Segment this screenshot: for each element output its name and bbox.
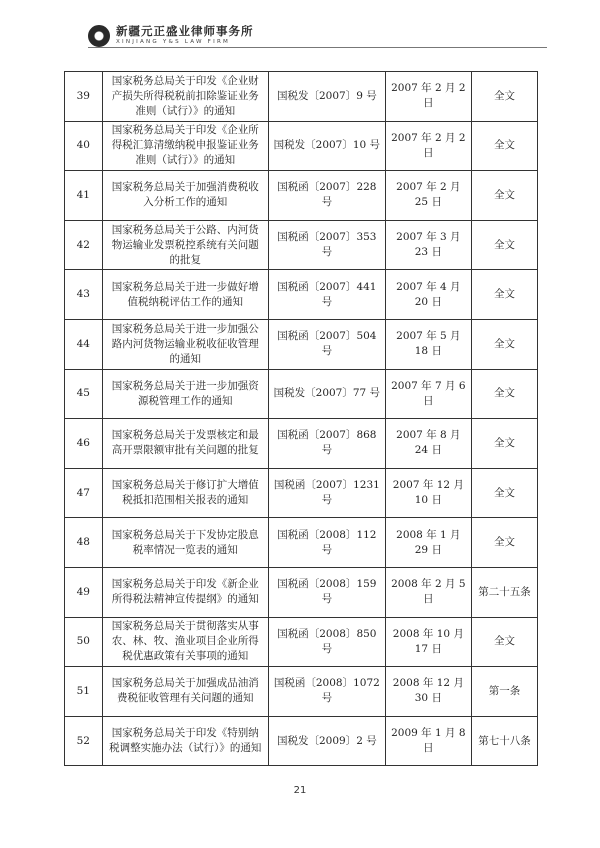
- table-row: [65, 121, 538, 171]
- applicable-scope: 全文: [471, 468, 537, 518]
- document-number: 国税函〔2007〕228 号: [269, 171, 386, 221]
- document-number: 国税函〔2007〕353 号: [269, 220, 386, 270]
- document-title: 国家税务总局关于修订扩大增值税抵扣范围相关报表的通知: [102, 468, 268, 518]
- document-title: 国家税务总局关于印发《企业所得税汇算清缴纳税申报鉴证业务准则（试行）》的通知: [102, 121, 268, 171]
- document-title: 国家税务总局关于加强成品油消费税征收管理有关问题的通知: [102, 667, 268, 717]
- firm-brand: [116, 26, 254, 45]
- document-number: 国税函〔2008〕112 号: [269, 518, 386, 568]
- applicable-scope: 全文: [471, 220, 537, 270]
- document-title: 国家税务总局关于公路、内河货物运输业发票税控系统有关问题的批复: [102, 220, 268, 270]
- issue-date: 2007 年 2 月 2 日: [385, 72, 471, 122]
- table-row: [65, 667, 538, 717]
- issue-date: 2007 年 12 月 10 日: [385, 468, 471, 518]
- document-title: 国家税务总局关于印发《新企业所得税法精神宣传提纲》的通知: [102, 567, 268, 617]
- table-row: [65, 419, 538, 469]
- table-row: [65, 567, 538, 617]
- document-title: 国家税务总局关于进一步做好增值税纳税评估工作的通知: [102, 270, 268, 320]
- applicable-scope: 第一条: [471, 667, 537, 717]
- table-row: [65, 171, 538, 221]
- document-number: 国税函〔2008〕159 号: [269, 567, 386, 617]
- firm-name-cn: 新疆元正盛业律师事务所: [116, 24, 254, 39]
- applicable-scope: 全文: [471, 121, 537, 171]
- issue-date: 2007 年 8 月 24 日: [385, 419, 471, 469]
- applicable-scope: 全文: [471, 171, 537, 221]
- document-title: 国家税务总局关于印发《企业财产损失所得税税前扣除鉴证业务准则（试行）》的通知: [102, 72, 268, 122]
- document-title: 国家税务总局关于印发《特别纳税调整实施办法（试行）》的通知: [102, 716, 268, 766]
- issue-date: 2007 年 3 月 23 日: [385, 220, 471, 270]
- document-number: 国税函〔2008〕850 号: [269, 617, 386, 667]
- issue-date: 2008 年 10 月 17 日: [385, 617, 471, 667]
- page-number: 21: [293, 785, 307, 796]
- applicable-scope: 第二十五条: [471, 567, 537, 617]
- document-title: 国家税务总局关于进一步加强公路内河货物运输业税收征收管理的通知: [102, 319, 268, 369]
- issue-date: 2009 年 1 月 8 日: [385, 716, 471, 766]
- applicable-scope: 全文: [471, 617, 537, 667]
- page-header: [88, 16, 548, 56]
- table-row: [65, 319, 538, 369]
- applicable-scope: 全文: [471, 419, 537, 469]
- applicable-scope: 全文: [471, 369, 537, 419]
- document-number: 国税发〔2009〕2 号: [269, 716, 386, 766]
- row-number: 49: [65, 567, 103, 617]
- row-number: 39: [65, 72, 103, 122]
- document-number: 国税函〔2008〕1072 号: [269, 667, 386, 717]
- applicable-scope: 全文: [471, 270, 537, 320]
- table-row: [65, 72, 538, 122]
- table-row: [65, 220, 538, 270]
- applicable-scope: 全文: [471, 518, 537, 568]
- document-title: 国家税务总局关于加强消费税收入分析工作的通知: [102, 171, 268, 221]
- row-number: 42: [65, 220, 103, 270]
- table-row: [65, 617, 538, 667]
- applicable-scope: 第七十八条: [471, 716, 537, 766]
- applicable-scope: 全文: [471, 319, 537, 369]
- table-row: [65, 518, 538, 568]
- row-number: 47: [65, 468, 103, 518]
- document-number: 国税函〔2007〕441 号: [269, 270, 386, 320]
- row-number: 45: [65, 369, 103, 419]
- table-row: [65, 716, 538, 766]
- document-title: 国家税务总局关于发票核定和最高开票限额审批有关问题的批复: [102, 419, 268, 469]
- applicable-scope: 全文: [471, 72, 537, 122]
- row-number: 43: [65, 270, 103, 320]
- issue-date: 2008 年 2 月 5 日: [385, 567, 471, 617]
- row-number: 48: [65, 518, 103, 568]
- issue-date: 2007 年 7 月 6 日: [385, 369, 471, 419]
- row-number: 44: [65, 319, 103, 369]
- document-number: 国税函〔2007〕1231 号: [269, 468, 386, 518]
- document-number: 国税发〔2007〕77 号: [269, 369, 386, 419]
- issue-date: 2007 年 2 月 2 日: [385, 121, 471, 171]
- row-number: 50: [65, 617, 103, 667]
- document-title: 国家税务总局关于下发协定股息税率情况一览表的通知: [102, 518, 268, 568]
- firm-name-en: XINJIANG Y&S LAW FIRM: [116, 38, 231, 45]
- row-number: 52: [65, 716, 103, 766]
- document-title: 国家税务总局关于贯彻落实从事农、林、牧、渔业项目企业所得税优惠政策有关事项的通知: [102, 617, 268, 667]
- header-divider: [88, 47, 547, 48]
- row-number: 46: [65, 419, 103, 469]
- issue-date: 2008 年 1 月 29 日: [385, 518, 471, 568]
- issue-date: 2007 年 4 月 20 日: [385, 270, 471, 320]
- row-number: 51: [65, 667, 103, 717]
- table-row: [65, 369, 538, 419]
- document-title: 国家税务总局关于进一步加强资源税管理工作的通知: [102, 369, 268, 419]
- table-row: [65, 468, 538, 518]
- issue-date: 2007 年 2 月 25 日: [385, 171, 471, 221]
- document-number: 国税函〔2007〕504 号: [269, 319, 386, 369]
- document-number: 国税发〔2007〕9 号: [269, 72, 386, 122]
- document-number: 国税函〔2007〕868 号: [269, 419, 386, 469]
- row-number: 41: [65, 171, 103, 221]
- table-row: [65, 270, 538, 320]
- row-number: 40: [65, 121, 103, 171]
- document-number: 国税发〔2007〕10 号: [269, 121, 386, 171]
- issue-date: 2008 年 12 月 30 日: [385, 667, 471, 717]
- firm-logo-icon: [88, 25, 110, 47]
- regulations-table: [64, 71, 538, 766]
- issue-date: 2007 年 5 月 18 日: [385, 319, 471, 369]
